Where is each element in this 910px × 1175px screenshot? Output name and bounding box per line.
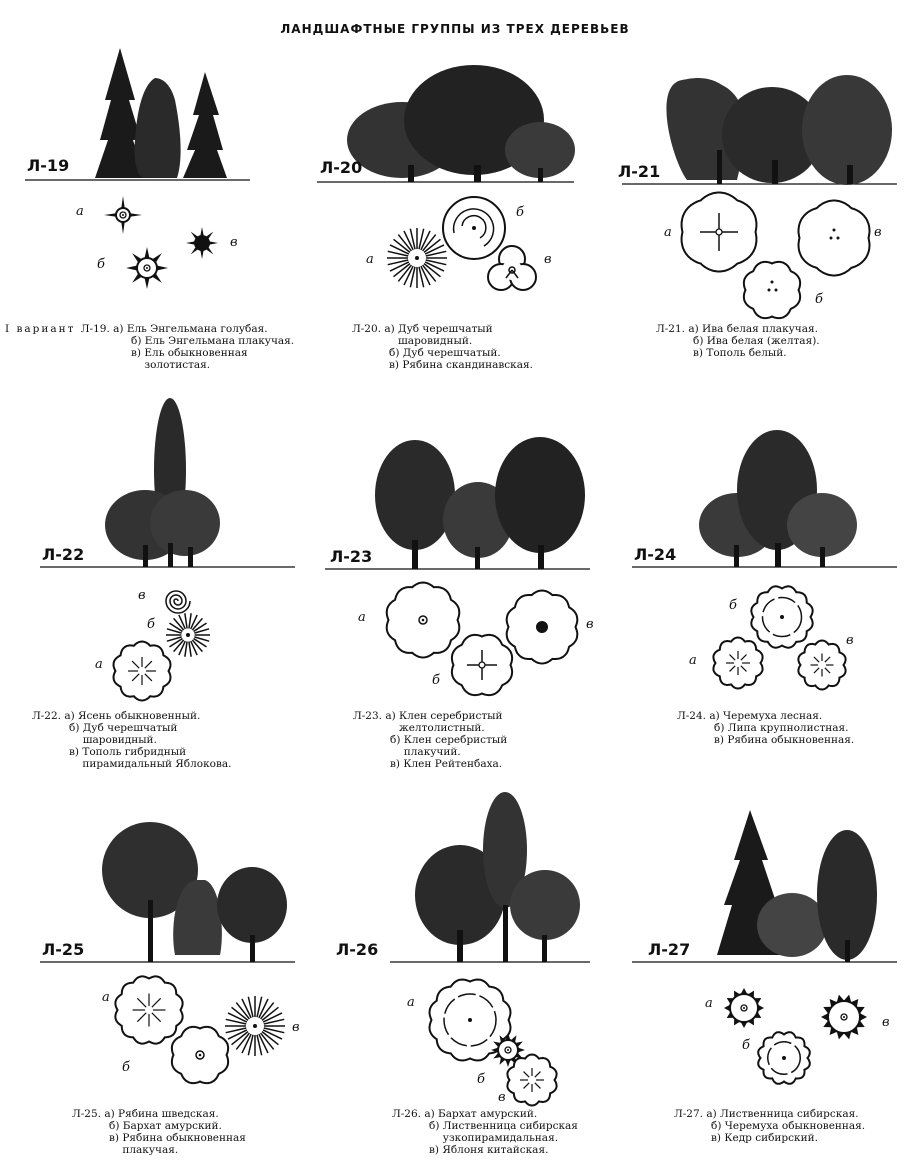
plan-symbol-crown: [115, 976, 182, 1043]
plan-label-b: б: [432, 673, 440, 688]
caption-head-v: в): [69, 746, 80, 758]
caption-head-b: б): [389, 347, 400, 359]
plan-l19: [5, 40, 295, 320]
caption-l20: [352, 323, 562, 371]
caption-head-v: в): [714, 734, 725, 746]
caption-l23: [353, 710, 563, 770]
group-code: Л-19: [27, 156, 70, 175]
plan-symbol-crown: [172, 1027, 228, 1083]
plan-l23: [320, 395, 610, 675]
plan-label-v: в: [874, 225, 882, 240]
caption-text-a: Дуб черешчатый шаровидный.: [398, 323, 493, 347]
plan-symbol-crown: [387, 583, 460, 658]
caption-head-b: б): [711, 1120, 722, 1132]
panel-l19: [5, 40, 295, 425]
caption-l27: [674, 1108, 899, 1144]
caption-head-v: в): [109, 1132, 120, 1144]
plan-symbol-crown: [744, 262, 800, 318]
caption-head-a: Л-26. а): [392, 1108, 435, 1120]
plan-label-v: в: [498, 1090, 506, 1105]
group-code: Л-26: [336, 940, 379, 959]
plan-label-b: б: [477, 1072, 485, 1087]
caption-head-b: б): [429, 1120, 440, 1132]
caption-head-a: Л-21. а): [656, 323, 699, 335]
panel-l23: [320, 395, 610, 780]
group-code: Л-23: [330, 547, 373, 566]
caption-head-a: Л-23. а): [353, 710, 396, 722]
plan-l27: [612, 790, 902, 1070]
plan-symbol-crown: [507, 591, 578, 664]
plan-label-a: а: [102, 990, 110, 1005]
plan-label-b: б: [742, 1038, 750, 1053]
group-code: Л-20: [320, 158, 363, 177]
caption-text-b: Ель Энгельмана плакучая.: [144, 335, 295, 347]
caption-text-b: Ива белая (желтая).: [706, 335, 820, 347]
caption-text-v: Рябина обыкновенная.: [727, 734, 855, 746]
caption-text-b: Бархат амурский.: [122, 1120, 222, 1132]
group-code: Л-24: [634, 545, 677, 564]
caption-head-b: б): [390, 734, 401, 746]
plan-label-b: б: [122, 1060, 130, 1075]
plan-symbol-star: [821, 995, 867, 1040]
caption-text-b: Черемуха обыкновенная.: [724, 1120, 866, 1132]
panel-l20: [312, 40, 602, 425]
plan-label-v: в: [230, 235, 238, 250]
caption-head-v: в): [711, 1132, 722, 1144]
plan-l26: [320, 790, 610, 1070]
caption-text-b: Лиственница сибирская узкопирамидальная.: [442, 1120, 578, 1144]
caption-l25: [72, 1108, 292, 1156]
plan-symbol-crown: [798, 641, 845, 690]
plan-label-a: а: [705, 996, 713, 1011]
panel-l24: [612, 395, 902, 780]
caption-text-b: Клен серебристый плакучий.: [403, 734, 508, 758]
caption-text-v: Кедр сибирский.: [724, 1132, 818, 1144]
plan-label-a: а: [76, 204, 84, 219]
plan-label-b: б: [147, 617, 155, 632]
caption-head-v: в): [390, 758, 401, 770]
plan-label-v: в: [846, 633, 854, 648]
plan-symbol-star: [186, 227, 218, 259]
caption-head-b: б): [69, 722, 80, 734]
plan-symbol-crown: [452, 635, 512, 695]
caption-text-a: Ива белая плакучая.: [702, 323, 818, 335]
plan-symbol-crown: [751, 586, 812, 647]
caption-text-a: Ель Энгельмана голубая.: [126, 323, 268, 335]
plan-symbol-crown: [682, 193, 757, 272]
plan-label-b: б: [729, 598, 737, 613]
plan-label-v: в: [292, 1020, 300, 1035]
plan-symbol-star: [126, 247, 168, 289]
caption-head-v: в): [693, 347, 704, 359]
caption-text-a: Черемуха лесная.: [723, 710, 823, 722]
plan-symbol-crown: [799, 201, 870, 276]
caption-text-a: Клен серебристый желтолистный.: [399, 710, 503, 734]
plan-label-v: в: [882, 1015, 890, 1030]
caption-head-b: б): [109, 1120, 120, 1132]
plan-l22: [20, 395, 310, 675]
caption-text-v: Клен Рейтенбаха.: [403, 758, 503, 770]
caption-head-b: б): [693, 335, 704, 347]
panel-l26: [320, 790, 610, 1175]
caption-head-a: Л-19. а): [80, 323, 124, 335]
group-code: Л-27: [648, 940, 691, 959]
plan-symbol-crown: [114, 642, 171, 701]
caption-text-v: Тополь белый.: [706, 347, 787, 359]
caption-text-v: Рябина скандинавская.: [402, 359, 533, 371]
plan-label-a: а: [664, 225, 672, 240]
caption-text-a: Рябина шведская.: [118, 1108, 219, 1120]
caption-text-v: Рябина обыкновенная плакучая.: [122, 1132, 246, 1156]
plan-l24: [612, 395, 902, 675]
plan-l25: [20, 790, 310, 1070]
plan-label-a: а: [366, 252, 374, 267]
plan-symbol-crown: [507, 1055, 556, 1106]
plan-l20: [312, 40, 602, 320]
caption-text-a: Бархат амурский.: [438, 1108, 538, 1120]
caption-head-a: Л-20. а): [352, 323, 395, 335]
caption-text-b: Дуб черешчатый.: [402, 347, 501, 359]
plan-symbol-burst: [387, 228, 447, 288]
caption-text-b: Липа крупнолистная.: [727, 722, 849, 734]
plan-label-v: в: [586, 617, 594, 632]
panel-l25: [20, 790, 310, 1175]
caption-head-a: Л-27. а): [674, 1108, 717, 1120]
caption-text-b: Дуб черешчатый шаровидный.: [82, 722, 178, 746]
caption-head-a: Л-25. а): [72, 1108, 115, 1120]
caption-l22: [32, 710, 252, 770]
plan-symbol-crown: [758, 1032, 810, 1084]
plan-label-v: в: [138, 588, 146, 603]
caption-text-v: Ель обыкновенная золотистая.: [144, 347, 248, 371]
caption-text-a: Лиственница сибирская.: [720, 1108, 859, 1120]
plan-label-b: б: [97, 257, 105, 272]
group-code: Л-25: [42, 940, 85, 959]
caption-text-a: Ясень обыкновенный.: [78, 710, 201, 722]
plan-symbol-burst: [166, 613, 210, 657]
plan-l21: [612, 40, 902, 320]
group-code: Л-21: [618, 162, 661, 181]
caption-l24: [677, 710, 897, 746]
caption-head-b: б): [714, 722, 725, 734]
plan-symbol-crown: [713, 638, 762, 689]
plan-symbol-burst: [225, 996, 285, 1056]
plan-label-a: а: [95, 657, 103, 672]
caption-head-v: в): [131, 347, 142, 359]
panel-l22: [20, 395, 310, 780]
group-code: Л-22: [42, 545, 85, 564]
plan-label-a: а: [358, 610, 366, 625]
plan-label-a: а: [407, 995, 415, 1010]
caption-l19: [5, 323, 295, 371]
caption-head-v: в): [389, 359, 400, 371]
caption-text-v: Тополь гибридный пирамидальный Яблокова.: [82, 746, 232, 770]
panel-l27: [612, 790, 902, 1175]
caption-l26: [392, 1108, 607, 1156]
plan-label-a: а: [689, 653, 697, 668]
plan-label-v: в: [544, 252, 552, 267]
panel-l21: [612, 40, 902, 425]
caption-head-a: Л-22. а): [32, 710, 75, 722]
caption-head-v: в): [429, 1144, 440, 1156]
caption-text-v: Яблоня китайская.: [442, 1144, 549, 1156]
plan-label-b: б: [516, 205, 524, 220]
page-title: ЛАНДШАФТНЫЕ ГРУППЫ ИЗ ТРЕХ ДЕРЕВЬЕВ: [280, 22, 630, 36]
plan-symbol-star: [104, 196, 142, 234]
plan-symbol-star: [724, 988, 764, 1028]
caption-head-b: б): [131, 335, 142, 347]
caption-head-a: Л-24. а): [677, 710, 720, 722]
plan-label-b: б: [815, 292, 823, 307]
caption-l21: [656, 323, 876, 359]
variant-prefix: I вариант: [5, 323, 81, 335]
